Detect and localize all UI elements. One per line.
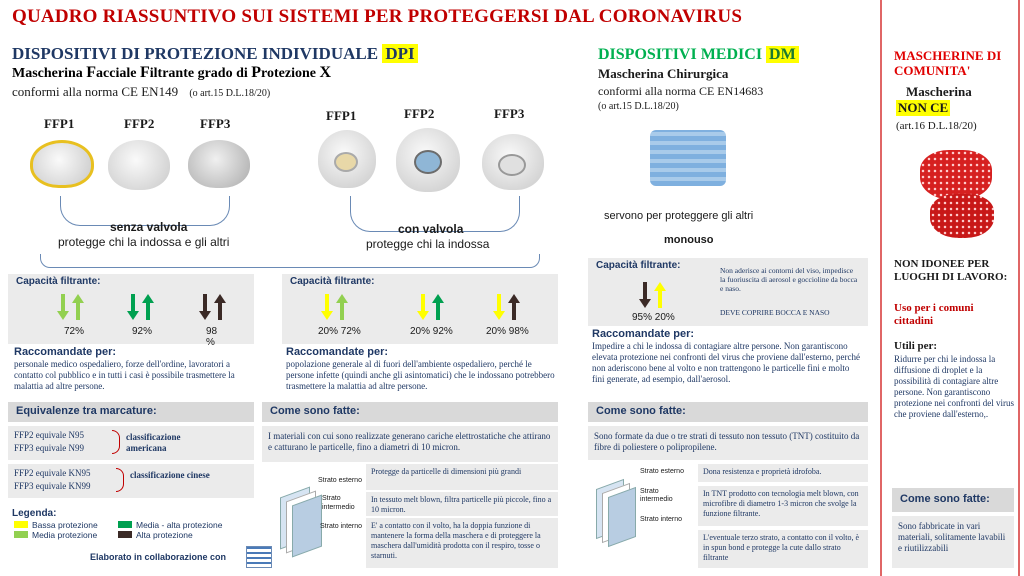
dpi-sub-part: F [86,64,97,81]
valve-icon [414,150,442,174]
dpi-sub-part: X [319,64,332,81]
ffp2-label-left: FFP2 [124,116,155,131]
layer-desc: In tessuto melt blown, filtra particelle più piccole, fino a 10 micron. [366,492,558,516]
percent-value: 20% 98% [486,326,529,337]
percent-value: 20% 72% [318,326,361,337]
right-border [1018,0,1020,576]
equiv-title: Equivalenze tra marcature: [8,402,254,422]
dpi-heading [12,44,418,64]
equiv-line: FFP3 equivale N99 [14,443,85,453]
dm-subtitle: Mascherina Chirurgica [598,66,729,81]
layer-desc: Protegge da particelle di dimensioni più grandi [366,464,558,490]
reco-text-right: popolazione generale al di fuori dell'ambiente ospedaliero, perché le persone infette (quindi anche gli asintomatici) che le indossano potrebbero trasmettere la malattia ad altre persone. [286,359,555,391]
reco-title-dm: Raccomandate per: [592,328,695,340]
arrow-up-icon [215,294,225,320]
percent-value: 95% 20% [632,312,675,323]
capacity-note: Non aderisce ai contorni del viso, impedisce la fuoriuscita di aerosol e goccioline da bocca e naso. [720,266,858,293]
valve-icon [498,154,526,176]
dm-norm: conformi alla norma CE EN14683 [598,84,764,98]
legend-title: Legenda: [12,508,57,519]
valve-icon [334,152,358,172]
ffp3-label-left: FFP3 [200,116,231,131]
capacity-label: Capacità filtrante: [596,260,681,271]
senza-valvola: senza valvola [110,220,188,234]
arrow-down-icon [494,294,504,320]
arrow-down-icon [128,294,138,320]
dpi-subtitle [12,64,331,82]
con-valvola: con valvola [398,222,464,236]
reco-text-left: personale medico ospedaliero, forze dell'ordine, lavoratori a contatto col pubblico e in tutti i casi è possibile trasmettere la malattia ad altre persone. [14,359,235,391]
legend-label: Bassa protezione [32,520,98,530]
made-title-community: Come sono fatte: [892,488,1014,512]
ffp3-mask-image [188,140,250,188]
arrow-down-icon [322,294,332,320]
collab-text: Elaborato in collaborazione con [90,552,227,562]
capacity-box-dm [588,258,868,326]
equiv-line: FFP2 equivale N95 [14,430,85,440]
arrow-up-icon [433,294,443,320]
dpi-sub-part: iltrante grado di [149,66,252,81]
legend-label: Media protezione [32,530,98,540]
community-uso: Uso per i comuni cittadini [894,302,974,327]
dpi-tag: DPI [382,44,417,63]
dm-heading [598,46,799,64]
made-title-dm: Come sono fatte: [588,402,868,422]
arrow-up-icon [143,294,153,320]
equiv-line: FFP2 equivale KN95 [14,468,91,478]
layer-desc: Dona resistenza e proprietà idrofoba. [698,464,868,482]
arrow-down-icon [58,294,68,320]
arrow-up-icon [337,294,347,320]
made-title-dpi: Come sono fatte: [262,402,558,422]
made-text-dm: Sono formate da due o tre strati di tessuto non tessuto (TNT) costituito da fibre di poliestere o polipropilene. [588,426,868,460]
legend-label: Alta protezione [136,530,193,540]
made-text-dpi: I materiali con cui sono realizzate generano cariche elettrostatiche che attirano e catturano le particelle, fino a diametri di 10 micron. [262,426,558,462]
community-warning: NON IDONEE PER LUOGHI DI LAVORO: [894,258,1008,283]
layer-label: Strato esterno [640,468,684,475]
capacity-note-2: DEVE COPRIRE BOCCA E NASO [720,308,830,317]
legend-item [14,520,98,530]
dpi-sub-part: rotezione [261,66,320,81]
dm-tag: DM [766,46,799,63]
ffp2-mask-image [108,140,170,190]
layer-desc: In TNT prodotto con tecnologia melt blown, con microfibre di diametro 1-3 micron che svolge la funzione filtrante. [698,486,868,526]
ffp3-label-right: FFP3 [494,106,525,121]
dm-serve: servono per proteggere gli altri [604,210,754,222]
brace-icon [112,430,120,454]
capacity-label: Capacità filtrante: [290,276,375,287]
dpi-norm-text: conformi alla norma CE EN149 [12,84,179,99]
arrow-up-icon [655,282,665,308]
equiv-box-usa [8,426,254,460]
reco-title-left: Raccomandate per: [14,346,117,358]
ffp1-mask-image [30,140,94,188]
layer-label: Strato interno [640,516,683,523]
legend [14,520,98,540]
brace-icon [116,468,124,492]
percent-value: 72% [64,326,85,337]
dm-monouso: monouso [664,234,714,246]
dpi-norm [12,84,270,100]
made-text-community: Sono fabbricate in vari materiali, solitamente lavabili e riutilizzabili [892,516,1014,568]
community-divider [880,0,882,576]
community-heading: MASCHERINE DI COMUNITA' [894,48,1002,78]
cloth-mask-image [920,150,992,200]
ffp1-label-left: FFP1 [44,116,75,131]
con-valvola-desc: protegge chi la indossa [366,237,490,251]
surgical-mask-image [650,130,726,186]
layers-diagram-dm [588,470,668,556]
dpi-sub-part: Mascherina [12,66,87,81]
arrow-up-icon [509,294,519,320]
dpi-sub-part: acciale [96,66,140,81]
percent-value: 98 % [206,326,218,348]
arrow-up-icon [73,294,83,320]
dpi-heading-text: DISPOSITIVI DI PROTEZIONE INDIVIDUALE [12,44,379,63]
dpi-norm-ref: (o art.15 D.L.18/20) [189,88,271,99]
legend-2 [118,520,222,540]
dpi-sub-part: F [139,64,150,81]
equiv-class: classificazione americana [126,432,181,453]
dm-heading-text: DISPOSITIVI MEDICI [598,46,763,63]
arrow-down-icon [418,294,428,320]
equiv-class: classificazione cinese [130,470,210,480]
page-title: QUADRO RIASSUNTIVO SUI SISTEMI PER PROTEGGERSI DAL CORONAVIRUS [12,6,743,27]
dpi-sub-part: P [251,64,262,81]
utili-text: Ridurre per chi le indossa la diffusione di droplet e la possibilità di contagiare altre persone. Non garantiscono protezione nei confronti del virus che proviene dall'esterno,. [894,354,1014,419]
layer-desc: E' a contatto con il volto, ha la doppia funzione di mantenere la forma della maschera e di proteggere la maschera dall'umidità prodotta con il respiro, tosse o starnuti. [366,518,558,568]
arrow-down-icon [200,294,210,320]
equiv-line: FFP3 equivale KN99 [14,481,91,491]
cloth-mask-image-2 [930,194,994,238]
arrow-down-icon [640,282,650,308]
capacity-box-right [282,274,558,344]
percent-value: 20% 92% [410,326,453,337]
capacity-label: Capacità filtrante: [16,276,101,287]
senza-valvola-desc: protegge chi la indossa e gli altri [58,235,230,249]
layer-label: Strato esterno [318,477,362,484]
layer-label: Strato interno [320,523,363,530]
layer-desc: L'eventuale terzo strato, a contatto con il volto, è in spun bond e protegge la cute dallo strato filtrante [698,530,868,568]
community-ref: (art.16 D.L.18/20) [896,120,977,132]
legend-item [118,530,222,540]
reco-title-right: Raccomandate per: [286,346,389,358]
legend-label: Media - alta protezione [136,520,223,530]
community-sub1: Mascherina [906,84,972,99]
utili-title: Utili per: [894,340,938,352]
layers-diagram-dpi [266,478,346,564]
legend-item [118,520,222,530]
legend-item [14,530,98,540]
reco-text-dm: Impedire a chi le indossa di contagiare altre persone. Non garantiscono elevata protezione nei confronti del virus che proviene dall'esterno, perché non aderiscono bene al volto e non trattengono le particelle fini e molto fini generate, ad esempio, dall'aerosol. [592,341,861,384]
layer-label: Strato intermedio [640,488,673,503]
ffp1-label-right: FFP1 [326,108,357,123]
dm-norm-ref: (o art.15 D.L.18/20) [598,101,679,112]
dpi-brace [40,254,540,268]
ffp2-label-right: FFP2 [404,106,435,121]
percent-value: 92% [132,326,153,337]
equiv-box-china [8,464,254,498]
community-sub2: NON CE [898,100,949,115]
layer-label: Strato intermedio [322,495,355,511]
capacity-box-left [8,274,254,348]
